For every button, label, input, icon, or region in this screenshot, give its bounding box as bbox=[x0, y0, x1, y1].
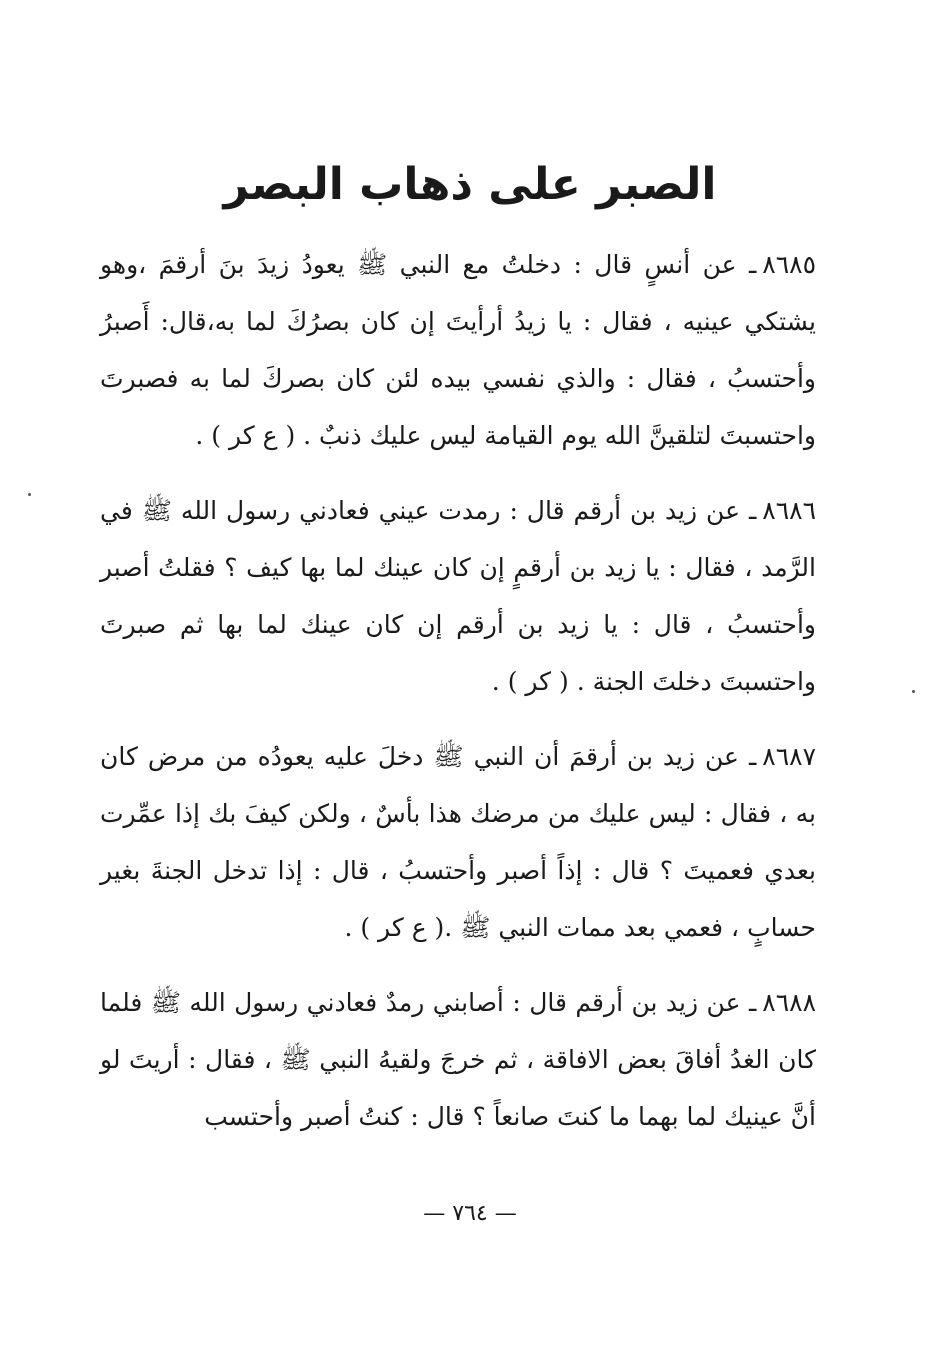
hadith-number: ٨٦٨٦ bbox=[762, 496, 816, 525]
scan-speck bbox=[912, 690, 915, 693]
hadith-list bbox=[100, 236, 816, 1145]
scan-speck bbox=[28, 493, 31, 496]
hadith-8687 bbox=[100, 728, 816, 956]
hadith-8685 bbox=[100, 236, 816, 464]
hadith-8686 bbox=[100, 482, 816, 710]
hadith-text: ـ عن زيد بن أرقم قال : رمدت عيني فعادني رسول الله ﷺ في الرَّمد ، فقال : يا زيد بن أرقمٍ إن كان عينك لما بها كيف ؟ فقلتُ أصبر وأحتسبُ ، قال : يا زيد بن أرقم إن كان عينك لما بها ثم صبرتَ واحتسبتَ دخلتَ الجنة . ( كر ) . bbox=[100, 496, 816, 696]
hadith-text: ـ عن زيد بن أرقم قال : أصابني رمدٌ فعادني رسول الله ﷺ فلما كان الغدُ أفاقَ بعض الافاقة ، ثم خرجَ ولقيهُ النبي ﷺ ، فقال : أريتَ لو أنَّ عينيك لما بهما ما كنتَ صانعاً ؟ قال : كنتُ أصبر وأحتسب bbox=[100, 988, 816, 1131]
hadith-text: ـ عن أنسٍ قال : دخلتُ مع النبي ﷺ يعودُ زيدَ بنَ أرقمَ ،وهو يشتكي عينيه ، فقال : يا زيدُ أرأيتَ إن كان بصرُكَ لما به،قال: أَصبرُ وأحتسبُ ، فقال : والذي نفسي بيده لئن كان بصركَ لما به فصبرتَ واحتسبتَ لتلقينَّ الله يوم القيامة ليس عليك ذنبٌ . ( ع كر ) . bbox=[100, 250, 816, 450]
hadith-number: ٨٦٨٨ bbox=[762, 988, 816, 1017]
hadith-number: ٨٦٨٧ bbox=[762, 742, 816, 771]
hadith-text: ـ عن زيد بن أرقمَ أن النبي ﷺ دخلَ عليه يعودُه من مرض كان به ، فقال : ليس عليك من مرضك هذا بأسٌ ، ولكن كيفَ بك إذا عمِّرت بعدي فعميتَ ؟ قال : إذاً أصبر وأحتسبُ ، قال : إذا تدخل الجنةَ بغير حسابٍ ، فعمي بعد ممات النبي ﷺ .( ع كر ) . bbox=[100, 742, 816, 942]
page-number: — ٧٦٤ — bbox=[423, 1201, 517, 1226]
chapter-title: الصبر على ذهاب البصر bbox=[223, 159, 717, 210]
hadith-8688 bbox=[100, 974, 816, 1145]
hadith-number: ٨٦٨٥ bbox=[762, 250, 816, 279]
